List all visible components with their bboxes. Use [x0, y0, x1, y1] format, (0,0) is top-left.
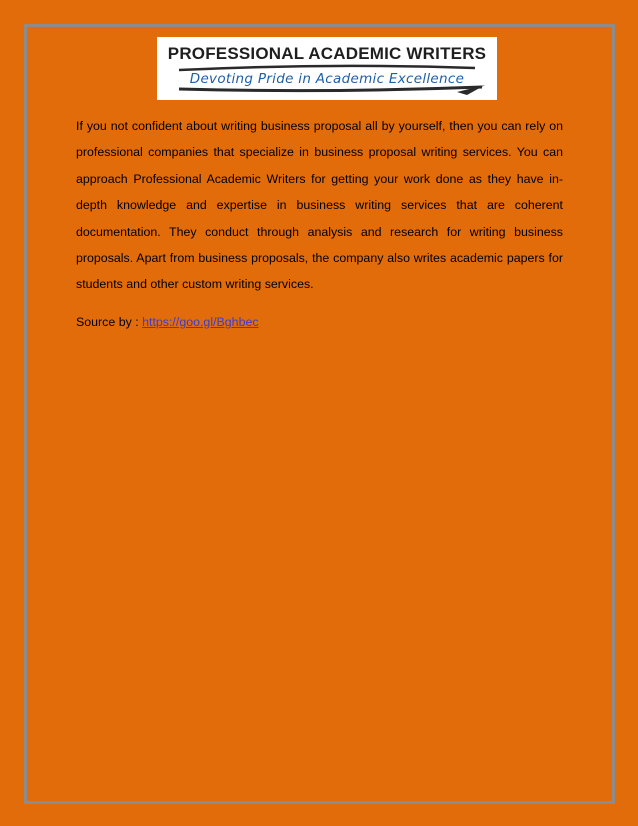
logo-tagline: Devoting Pride in Academic Excellence — [189, 71, 465, 87]
source-link[interactable]: https://goo.gl/Bghbec — [142, 315, 259, 329]
source-label: Source by : — [76, 315, 143, 329]
body-paragraph: If you not confident about writing business proposal all by yourself, then you can rely on professional companies that specialize in business proposal writing services. You can approach Professional Academic Writers for getting your work done as they have in-depth knowledge and expertise in business writing services that are coherent documentation. They conduct through analysis and research for writing business proposals. Apart from business proposals, the company also writes academic papers for students and other custom writing services. — [76, 119, 563, 292]
logo-title: PROFESSIONAL ACADEMIC WRITERS — [167, 44, 487, 63]
source-line — [76, 309, 259, 335]
company-logo — [157, 37, 497, 100]
